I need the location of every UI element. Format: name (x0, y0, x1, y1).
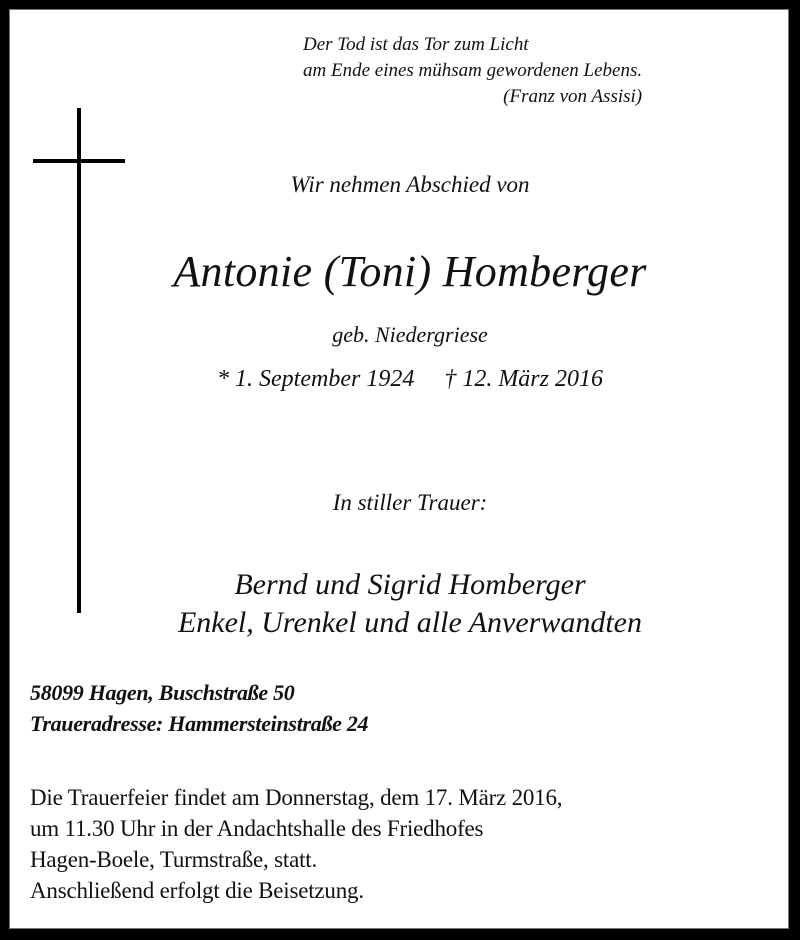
address-block (30, 677, 368, 739)
birth-date: * 1. September 1924 (217, 366, 415, 392)
service-line: Anschließend erfolgt die Beisetzung. (30, 878, 364, 903)
death-date: † 12. März 2016 (444, 366, 603, 392)
home-address: 58099 Hagen, Buschstraße 50 (30, 680, 295, 705)
quote-author: (Franz von Assisi) (503, 86, 643, 107)
mourning-address: Traueradresse: Hammersteinstraße 24 (30, 711, 369, 736)
life-dates (100, 366, 720, 393)
mourners-list (100, 566, 720, 642)
funeral-service-info (30, 782, 562, 906)
mourner-line: Enkel, Urenkel und alle Anverwandten (177, 606, 643, 639)
service-line: Hagen-Boele, Turmstraße, statt. (30, 847, 318, 872)
deceased-name: Antonie (Toni) Homberger (173, 247, 647, 296)
mourner-line: Bernd und Sigrid Homberger (234, 568, 586, 601)
service-line: um 11.30 Uhr in der Andachtshalle des Friedhofes (30, 816, 484, 841)
quote-line: Der Tod ist das Tor zum Licht (303, 34, 529, 55)
cross-horizontal-bar (33, 159, 125, 163)
service-line: Die Trauerfeier findet am Donnerstag, dem 17. März 2016, (30, 785, 563, 810)
farewell-intro: Wir nehmen Abschied von (290, 172, 530, 197)
quote-line: am Ende eines mühsam gewordenen Lebens. (303, 60, 643, 81)
cross-vertical-bar (77, 108, 81, 613)
mourning-label: In stiller Trauer: (332, 490, 488, 515)
quote-block (303, 32, 642, 110)
maiden-name: geb. Niedergriese (332, 322, 488, 347)
obituary-notice (9, 9, 789, 929)
